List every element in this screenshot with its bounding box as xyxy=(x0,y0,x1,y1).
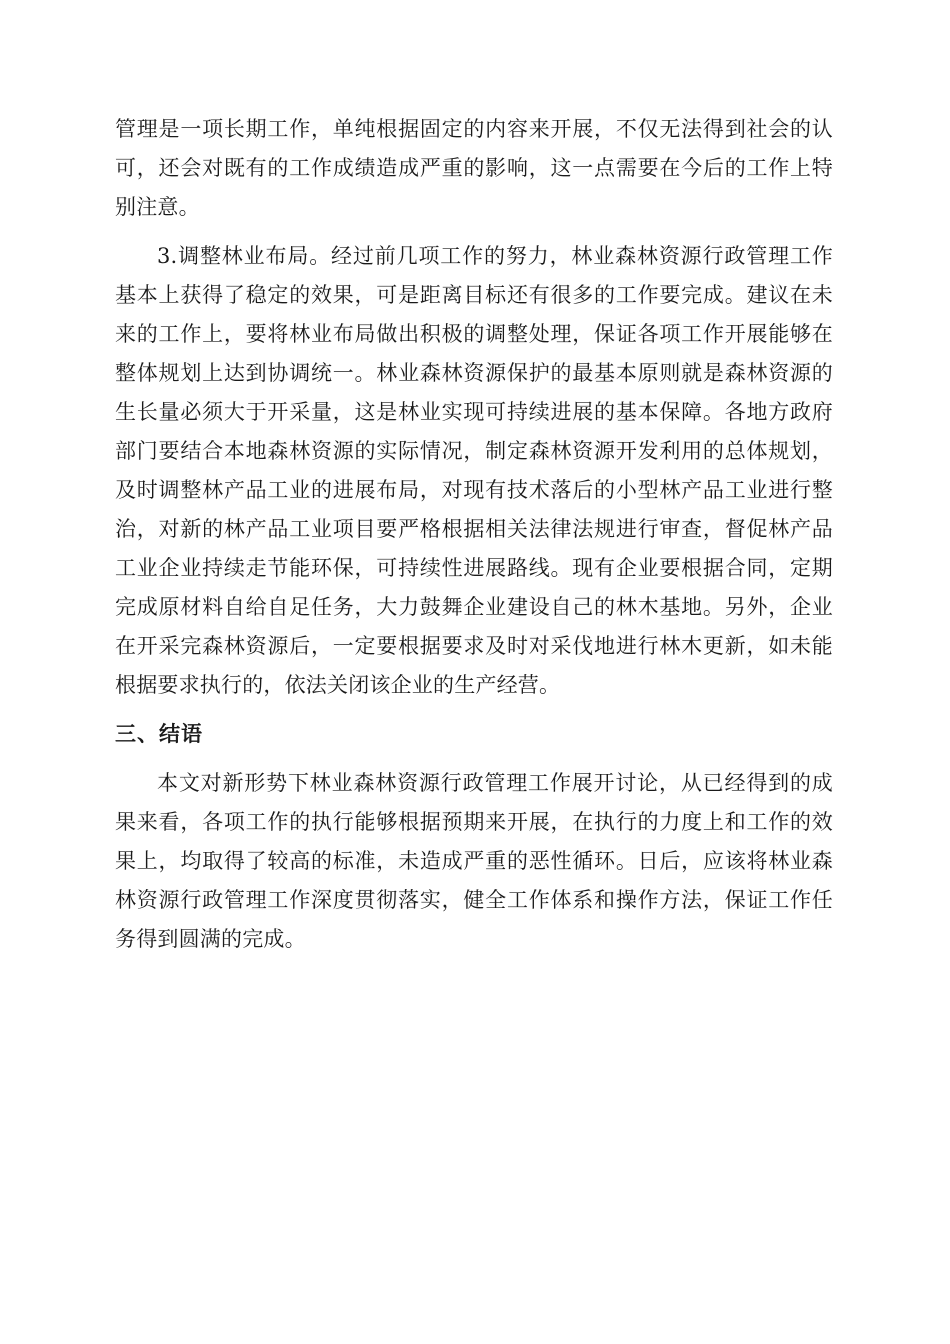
section-heading-conclusion: 三、结语 xyxy=(115,722,203,746)
document-page xyxy=(115,110,833,959)
paragraph-continued: 管理是一项长期工作，单纯根据固定的内容来开展，不仅无法得到社会的认可，还会对既有的工作成绩造成严重的影响，这一点需要在今后的工作上特别注意。 xyxy=(115,117,833,219)
paragraph-conclusion: 本文对新形势下林业森林资源行政管理工作展开讨论，从已经得到的成果来看，各项工作的执行能够根据预期来开展，在执行的力度上和工作的效果上，均取得了较高的标准，未造成严重的恶性循环。日后，应该将林业森林资源行政管理工作深度贯彻落实，健全工作体系和操作方法，保证工作任务得到圆满的完成。 xyxy=(115,771,833,951)
paragraph-adjust-forestry-layout: 3.调整林业布局。经过前几项工作的努力，林业森林资源行政管理工作基本上获得了稳定的效果，可是距离目标还有很多的工作要完成。建议在未来的工作上，要将林业布局做出积极的调整处理，保证各项工作开展能够在整体规划上达到协调统一。林业森林资源保护的最基本原则就是森林资源的生长量必须大于开采量，这是林业实现可持续进展的基本保障。各地方政府部门要结合本地森林资源的实际情况，制定森林资源开发利用的总体规划，及时调整林产品工业的进展布局，对现有技术落后的小型林产品工业进行整治，对新的林产品工业项目要严格根据相关法律法规进行审查，督促林产品工业企业持续走节能环保，可持续性进展路线。现有企业要根据合同，定期完成原材料自给自足任务，大力鼓舞企业建设自己的林木基地。另外，企业在开采完森林资源后，一定要根据要求及时对采伐地进行林木更新，如未能根据要求执行的，依法关闭该企业的生产经营。 xyxy=(115,244,833,697)
